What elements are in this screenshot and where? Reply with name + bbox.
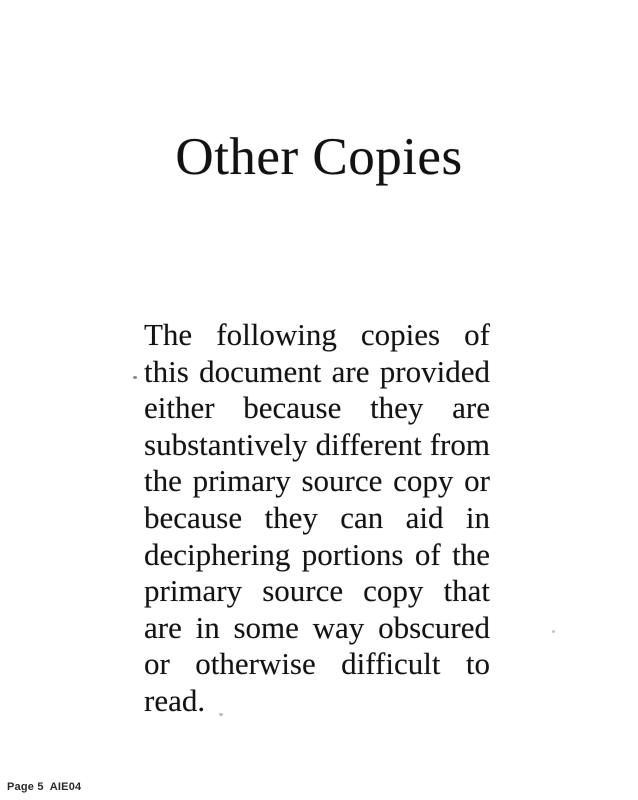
scan-speck xyxy=(133,376,137,379)
scan-speck xyxy=(219,713,223,716)
paragraph-line: this document are provided xyxy=(144,353,490,389)
page-footer-label: Page 5 AIE04 xyxy=(7,781,82,793)
page-title: Other Copies xyxy=(175,128,463,186)
paragraph-line: substantively different from xyxy=(144,426,490,462)
paragraph-line: read. xyxy=(144,682,206,718)
paragraph-line: or otherwise difficult to xyxy=(144,646,490,682)
scan-speck xyxy=(552,630,555,633)
body-paragraph xyxy=(144,317,490,720)
paragraph-line: deciphering portions of the xyxy=(144,536,490,572)
paragraph-line: the primary source copy or xyxy=(144,463,490,499)
paragraph-line: because they can aid in xyxy=(144,499,490,535)
paragraph-line: are in some way obscured xyxy=(144,609,490,645)
paragraph-line: The following copies of xyxy=(144,317,490,352)
paragraph-line: either because they are xyxy=(144,390,490,426)
paragraph-line: primary source copy that xyxy=(144,573,490,609)
